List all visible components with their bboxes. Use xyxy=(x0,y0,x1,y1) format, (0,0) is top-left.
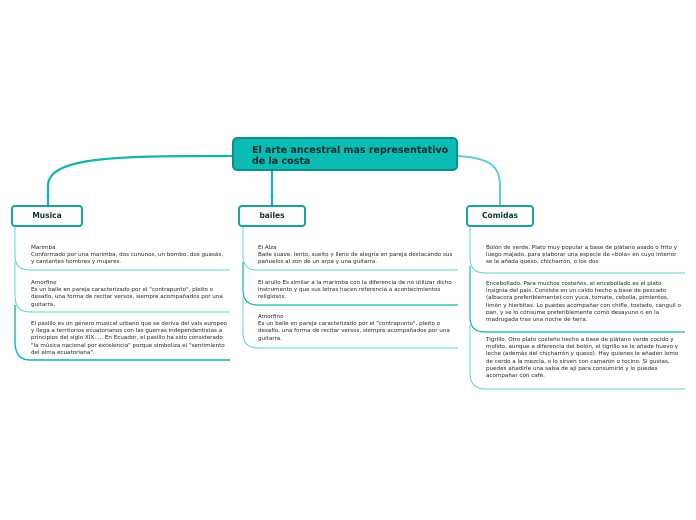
comidas-item-tigrillo[interactable]: Tigrillo. Otro plato costeño hecho a base de plátano verde cocido y molido, aunque a diferencia del bolón, el tigrillo se le añade huevo y leche (además del chicharrón y queso). Hay quienes le añaden lomo de cerdo a la mezcla, o lo sirven con camarón o tocino. Si gustas, puedes añadirle una salsa de ají para consumirlo y lo puedes acompañar con café. xyxy=(486,337,679,380)
comidas-item-encebollado[interactable]: Encebollado. Para muchos costeños, el encebollado es el plato insignia del país. Consiste en un caldo hecho a base de pescado (albacora preferiblemente) con yuca, tomate, cebolla, pimientos, limón y hierbitas. Lo puedes acompañar con chifle, tostado, canguil o pan, y se lo consume preferiblemente como desayuno o en la madrugada tras una noche de farra. xyxy=(486,281,681,324)
connector-root-musica xyxy=(48,156,232,205)
bailes-item-amorfino[interactable]: Amorfino Es un baile en pareja caracterizado por el "contrapunto", pleito o desafío, una forma de recitar versos, siempre acompañados por una guitarra. xyxy=(258,314,450,342)
branch-bailes[interactable]: bailes xyxy=(238,205,306,227)
comidas-item-bolon[interactable]: Bolón de verde. Plato muy popular a base de plátano asado o frito y luego majado, para elaborar una especie de «bola» en cuyo interior se le añada queso, chicharrón, o los dos xyxy=(486,245,678,266)
musica-item-pasillo[interactable]: El pasillo es un género musical urbano que se deriva del vals europeo y llega a territorios ecuatorianos con las guerras independentistas a principios del siglo XIX. ... En Ecuador, el pasillo ha sido considerado "la música nacional por excelencia" porque simboliza el "sentimiento del alma ecuatoriana". xyxy=(31,321,227,356)
branch-musica[interactable]: Musica xyxy=(11,205,83,227)
bailes-item-arullo[interactable]: El arullo Es similar a la marimba con la diferencia de no utilizar dicho instrumento y que sus letras hacen referencia a acontecimientos religiosos. xyxy=(258,280,452,301)
musica-item-amorfino[interactable]: Amorfino Es un baile en pareja caracterizado por el "contrapunto", pleito o desafío, una forma de recitar versos, siempre acompañados por una guitarra. xyxy=(31,280,223,308)
branch-comidas[interactable]: Comidas xyxy=(466,205,534,227)
central-topic[interactable]: El arte ancestral mas representativo de la costa xyxy=(232,137,458,171)
bailes-item-alza[interactable]: El Alza Baile suave, lento, suelto y lleno de alegría en pareja destacando sus pañuelos al zon de un arpa y una guitarra. xyxy=(258,245,453,266)
connector-root-comidas xyxy=(458,156,500,205)
musica-item-marimba[interactable]: Marimba Conformado por una marimba, dos cununos, un bombo, dos guasás, y cantantes hombres y mujeres. xyxy=(31,245,224,266)
